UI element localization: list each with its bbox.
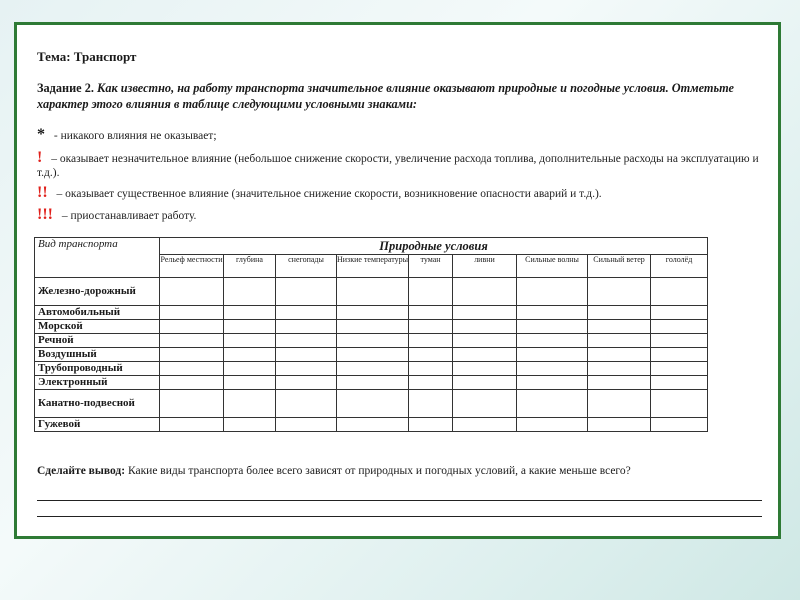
legend-item-stop (37, 208, 196, 223)
table-cell[interactable] (337, 362, 409, 376)
topic-value: Транспорт (73, 49, 137, 64)
table-cell[interactable] (337, 278, 409, 306)
legend-item-minor (37, 151, 767, 180)
table-cell[interactable] (276, 362, 337, 376)
table-cell[interactable] (337, 376, 409, 390)
column-header: гололёд (651, 255, 708, 278)
table-cell[interactable] (224, 418, 276, 432)
conclusion-label: Сделайте вывод: (37, 465, 126, 477)
table-cell[interactable] (276, 390, 337, 418)
table-cell[interactable] (453, 376, 517, 390)
legend-text: – оказывает незначительное влияние (небольшое снижение скорости, увеличение расхода топлива, дополнительные расходы на эксплуатацию и т.д.). (37, 153, 759, 179)
table-row (35, 376, 708, 390)
table-cell[interactable] (588, 376, 651, 390)
table-cell[interactable] (517, 418, 588, 432)
table-cell[interactable] (588, 306, 651, 320)
table-cell[interactable] (160, 334, 224, 348)
transport-table (34, 237, 708, 432)
table-cell[interactable] (517, 278, 588, 306)
table-cell[interactable] (224, 376, 276, 390)
row-label: Речной (35, 334, 160, 348)
table-cell[interactable] (276, 348, 337, 362)
table-cell[interactable] (651, 418, 708, 432)
table-cell[interactable] (224, 278, 276, 306)
table-cell[interactable] (224, 320, 276, 334)
row-label: Трубопроводный (35, 362, 160, 376)
topic-line (37, 49, 136, 65)
table-cell[interactable] (160, 278, 224, 306)
table-row (35, 362, 708, 376)
conclusion-prompt (37, 465, 631, 477)
table-row (35, 320, 708, 334)
legend-text: – оказывает существенное влияние (значительное снижение скорости, возникновение опасности аварий и т.д.). (56, 188, 602, 200)
table-cell[interactable] (517, 306, 588, 320)
table-cell[interactable] (224, 348, 276, 362)
legend-symbol: !!! (37, 206, 53, 223)
table-cell[interactable] (276, 376, 337, 390)
column-header: туман (409, 255, 453, 278)
table-cell[interactable] (160, 376, 224, 390)
topic-label: Тема: (37, 49, 71, 64)
table-cell[interactable] (517, 376, 588, 390)
table-cell[interactable] (224, 334, 276, 348)
table-cell[interactable] (337, 390, 409, 418)
table-cell[interactable] (651, 334, 708, 348)
table-row (35, 278, 708, 306)
table-cell[interactable] (409, 390, 453, 418)
table-row (35, 306, 708, 320)
table-cell[interactable] (517, 362, 588, 376)
table-cell[interactable] (651, 278, 708, 306)
table-cell[interactable] (453, 306, 517, 320)
table-cell[interactable] (337, 334, 409, 348)
column-header: снегопады (276, 255, 337, 278)
column-header: Сильные волны (517, 255, 588, 278)
column-header: Рельеф местности (160, 255, 224, 278)
table-cell[interactable] (224, 362, 276, 376)
table-row (35, 348, 708, 362)
answer-line[interactable] (37, 516, 762, 517)
table-cell[interactable] (160, 390, 224, 418)
column-header: глубина (224, 255, 276, 278)
column-header: Сильный ветер (588, 255, 651, 278)
row-label: Автомобильный (35, 306, 160, 320)
table-cell[interactable] (224, 390, 276, 418)
table-cell[interactable] (651, 348, 708, 362)
table-cell[interactable] (160, 418, 224, 432)
table-cell[interactable] (517, 334, 588, 348)
table-cell[interactable] (517, 320, 588, 334)
table-cell[interactable] (453, 418, 517, 432)
table-cell[interactable] (453, 362, 517, 376)
table-cell[interactable] (160, 348, 224, 362)
table-cell[interactable] (337, 418, 409, 432)
row-label: Морской (35, 320, 160, 334)
table-cell[interactable] (409, 306, 453, 320)
legend-item-major (37, 186, 602, 201)
table-cell[interactable] (160, 320, 224, 334)
conclusion-text: Какие виды транспорта более всего зависят от природных и погодных условий, а какие меньше всего? (127, 465, 631, 477)
table-cell[interactable] (453, 390, 517, 418)
table-cell[interactable] (651, 362, 708, 376)
legend-symbol: * (37, 126, 45, 143)
table-cell[interactable] (588, 278, 651, 306)
table-cell[interactable] (409, 320, 453, 334)
table-cell[interactable] (337, 348, 409, 362)
table-cell[interactable] (651, 320, 708, 334)
table-cell[interactable] (453, 320, 517, 334)
table-cell[interactable] (276, 418, 337, 432)
table-row (35, 390, 708, 418)
group-header: Природные условия (160, 238, 708, 255)
answer-line[interactable] (37, 500, 762, 501)
table-cell[interactable] (409, 418, 453, 432)
table-cell[interactable] (517, 390, 588, 418)
legend-text: - никакого влияния не оказывает; (53, 130, 217, 142)
table-cell[interactable] (224, 306, 276, 320)
table-cell[interactable] (588, 348, 651, 362)
table-cell[interactable] (588, 418, 651, 432)
row-label: Электронный (35, 376, 160, 390)
row-label: Канатно-подвесной (35, 390, 160, 418)
table-cell[interactable] (453, 278, 517, 306)
column-header: Низкие температуры (337, 255, 409, 278)
task-body: Как известно, на работу транспорта значительное влияние оказывают природные и погодные условия. Отметьте характер этого влияния в таблице следующими условными знаками: (37, 81, 734, 111)
legend-text: – приостанавливает работу. (61, 210, 197, 222)
row-label: Железно-дорожный (35, 278, 160, 306)
table-cell[interactable] (160, 362, 224, 376)
table-cell[interactable] (160, 306, 224, 320)
legend-symbol: !! (37, 184, 48, 201)
column-header: ливни (453, 255, 517, 278)
table-cell[interactable] (276, 306, 337, 320)
table-cell[interactable] (409, 376, 453, 390)
table-cell[interactable] (337, 320, 409, 334)
table-cell[interactable] (453, 348, 517, 362)
table-cell[interactable] (651, 376, 708, 390)
table-cell[interactable] (651, 390, 708, 418)
table-cell[interactable] (409, 362, 453, 376)
table-cell[interactable] (409, 278, 453, 306)
legend-symbol: ! (37, 149, 43, 166)
table-cell[interactable] (517, 348, 588, 362)
table-cell[interactable] (409, 334, 453, 348)
worksheet (14, 22, 781, 539)
table-cell[interactable] (276, 334, 337, 348)
row-header: Вид транспорта (35, 238, 160, 278)
table-row (35, 334, 708, 348)
legend-item-none (37, 128, 217, 143)
table-cell[interactable] (337, 306, 409, 320)
table-cell[interactable] (588, 320, 651, 334)
row-label: Воздушный (35, 348, 160, 362)
task-label: Задание 2. (37, 81, 94, 95)
table-cell[interactable] (588, 362, 651, 376)
row-label: Гужевой (35, 418, 160, 432)
table-cell[interactable] (409, 348, 453, 362)
table-cell[interactable] (276, 320, 337, 334)
table-cell[interactable] (588, 334, 651, 348)
table-row (35, 418, 708, 432)
table-cell[interactable] (276, 278, 337, 306)
task-text (37, 80, 772, 112)
table-cell[interactable] (453, 334, 517, 348)
table-cell[interactable] (588, 390, 651, 418)
table-cell[interactable] (651, 306, 708, 320)
